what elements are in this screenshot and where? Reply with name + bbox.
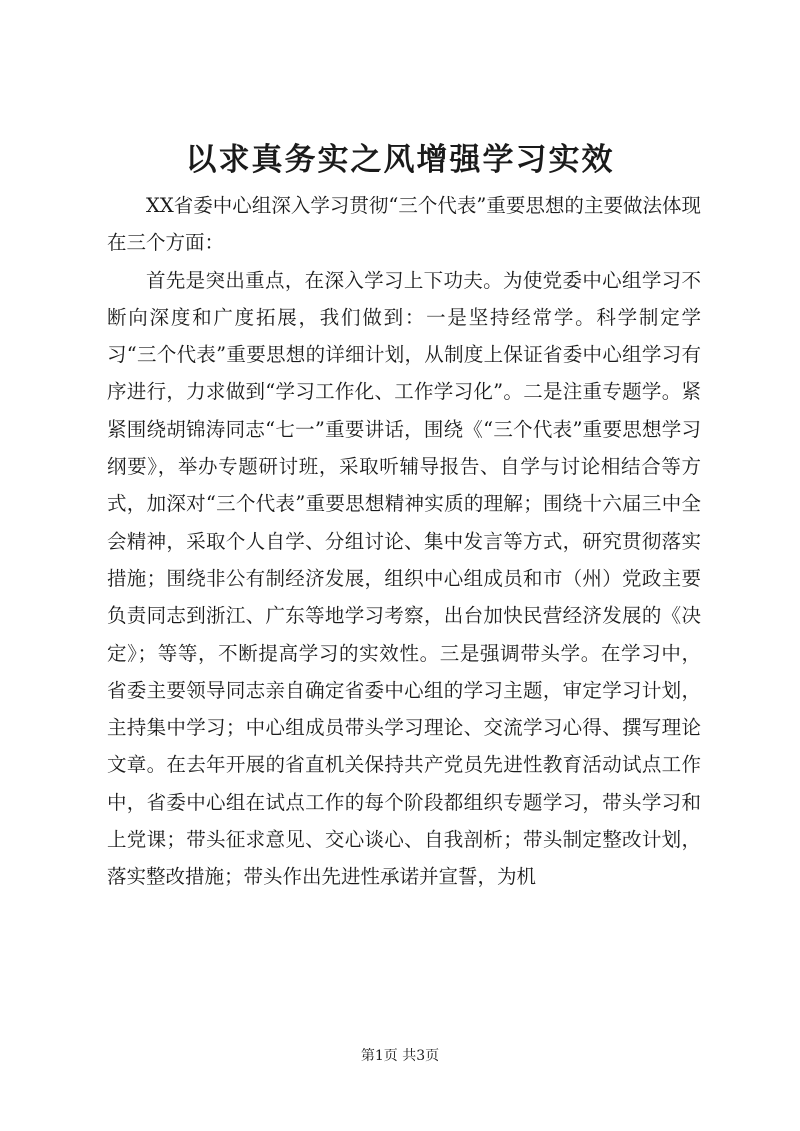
document-body [107, 187, 701, 896]
page-footer: 第1页 共3页 [360, 1048, 440, 1064]
document-title: 以求真务实之风增强学习实效 [185, 142, 615, 178]
paragraph-intro: XX省委中心组深入学习贯彻“三个代表”重要思想的主要做法体现在三个方面： [107, 194, 701, 255]
paragraph-main: 首先是突出重点，在深入学习上下功夫。为使党委中心组学习不断向深度和广度拓展，我们做到：一是坚持经常学。科学制定学习“三个代表”重要思想的详细计划，从制度上保证省委中心组学习有序进行，力求做到“学习工作化、工作学习化”。二是注重专题学。紧紧围绕胡锦涛同志“七一”重要讲话，围绕《“三个代表”重要思想学习纲要》，举办专题研讨班，采取听辅导报告、自学与讨论相结合等方式，加深对“三个代表”重要思想精神实质的理解；围绕十六届三中全会精神，采取个人自学、分组讨论、集中发言等方式，研究贯彻落实措施；围绕非公有制经济发展，组织中心组成员和市（州）党政主要负责同志到浙江、广东等地学习考察，出台加快民营经济发展的《决定》；等等，不断提高学习的实效性。三是强调带头学。在学习中，省委主要领导同志亲自确定省委中心组的学习主题，审定学习计划，主持集中学习；中心组成员带头学习理论、交流学习心得、撰写理论文章。在去年开展的省直机关保持共产党员先进性教育活动试点工作中，省委中心组在试点工作的每个阶段都组织专题学习，带头学习和上党课；带头征求意见、交心谈心、自我剖析；带头制定整改计划，落实整改措施；带头作出先进性承诺并宣誓，为机 [107, 268, 701, 889]
